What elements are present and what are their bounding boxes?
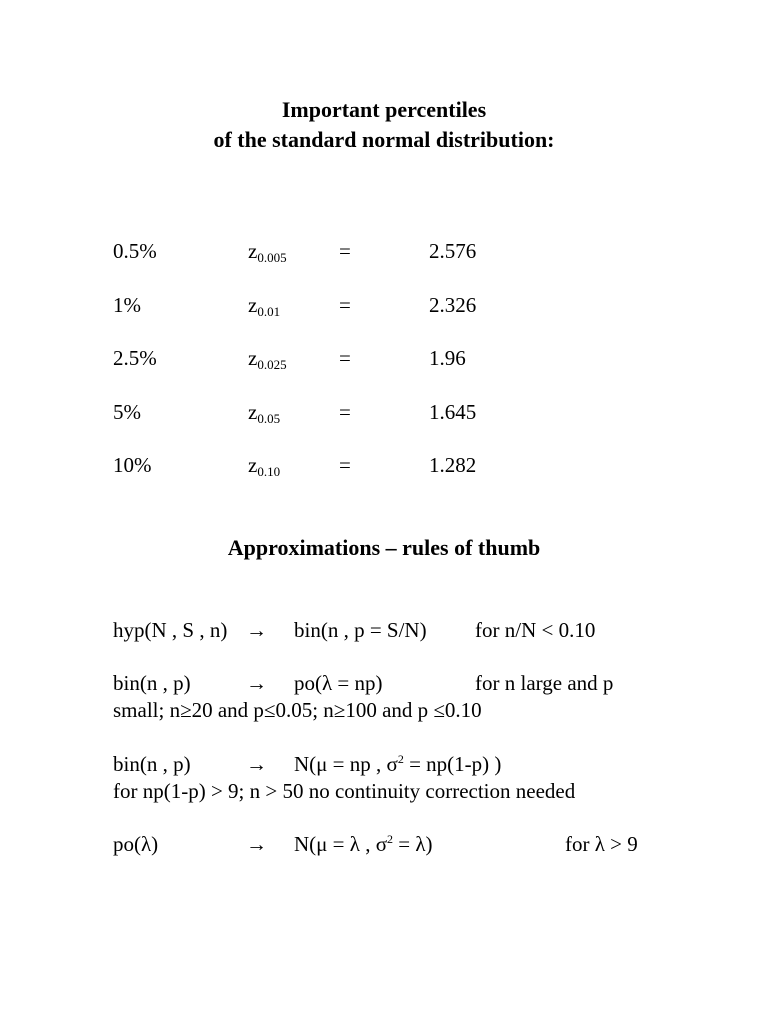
z-symbol — [248, 292, 280, 325]
z-symbol — [248, 345, 287, 378]
approximation-rule — [113, 670, 673, 724]
rule-to-text: = λ) — [393, 832, 433, 856]
rule-to-text: N(μ = np , σ — [294, 752, 398, 776]
page-title — [0, 95, 768, 155]
z-letter: z — [248, 239, 258, 263]
superscript: 2 — [397, 752, 404, 766]
z-symbol — [248, 399, 280, 432]
rule-from: po(λ) — [113, 832, 159, 856]
rule-line — [113, 751, 673, 778]
z-symbol — [248, 238, 287, 271]
percent-value: 2.5% — [113, 346, 157, 370]
arrow-icon: → — [246, 832, 267, 856]
equals-sign: = — [339, 346, 351, 370]
arrow-icon: → — [246, 752, 267, 776]
z-letter: z — [248, 292, 258, 317]
equals-sign: = — [339, 399, 351, 424]
rule-line — [113, 670, 673, 697]
rule-to — [294, 751, 501, 778]
z-value: 1.645 — [429, 399, 477, 424]
z-value: 1.96 — [429, 346, 466, 370]
z-subscript: 0.01 — [257, 303, 281, 319]
equals-sign: = — [339, 239, 351, 263]
rule-to — [294, 831, 433, 858]
rule-from: bin(n , p) — [113, 752, 191, 776]
z-subscript: 0.05 — [257, 410, 281, 426]
z-value: 2.576 — [429, 239, 477, 263]
z-subscript: 0.025 — [257, 357, 287, 372]
percent-value: 10% — [113, 453, 152, 477]
percentile-row — [113, 345, 633, 399]
percent-value: 1% — [113, 292, 141, 317]
percentile-row — [113, 452, 633, 506]
percent-value: 5% — [113, 399, 141, 424]
z-value: 1.282 — [429, 453, 477, 477]
z-value: 2.326 — [429, 292, 477, 317]
rule-to-text: = np(1-p) ) — [403, 752, 502, 776]
rule-line — [113, 831, 673, 858]
percentile-table — [113, 238, 633, 506]
approximation-rule — [113, 617, 673, 644]
approximations-heading: Approximations – rules of thumb — [227, 535, 541, 560]
percentile-row — [113, 292, 633, 346]
arrow-icon: → — [246, 671, 267, 695]
z-letter: z — [248, 399, 258, 424]
rule-continuation: for np(1-p) > 9; n > 50 no continuity correction needed — [113, 779, 576, 803]
percent-value: 0.5% — [113, 239, 157, 263]
z-subscript: 0.005 — [257, 250, 287, 265]
rule-line — [113, 617, 673, 644]
percentile-row — [113, 238, 633, 292]
rule-from: hyp(N , S , n) — [113, 618, 228, 642]
z-letter: z — [248, 453, 258, 477]
equals-sign: = — [339, 453, 351, 477]
rule-continuation: small; n≥20 and p≤0.05; n≥100 and p ≤0.10 — [113, 698, 482, 722]
z-subscript: 0.10 — [257, 464, 281, 479]
approximation-rule — [113, 831, 673, 858]
rule-from: bin(n , p) — [113, 671, 191, 695]
rule-condition: for n large and p — [475, 671, 614, 695]
title-line-2: of the standard normal distribution: — [213, 127, 555, 152]
rule-to-text: N(μ = λ , σ — [294, 832, 388, 856]
superscript: 2 — [387, 832, 394, 846]
rule-to: po(λ = np) — [294, 671, 383, 695]
rule-to: bin(n , p = S/N) — [294, 618, 427, 642]
z-letter: z — [248, 346, 258, 370]
arrow-icon: → — [246, 618, 267, 642]
title-line-1: Important percentiles — [281, 97, 487, 122]
equals-sign: = — [339, 292, 351, 317]
approximation-rule — [113, 751, 673, 805]
z-symbol — [248, 452, 280, 485]
rule-condition: for λ > 9 — [565, 832, 638, 856]
percentile-row — [113, 399, 633, 453]
rule-condition: for n/N < 0.10 — [475, 618, 596, 642]
